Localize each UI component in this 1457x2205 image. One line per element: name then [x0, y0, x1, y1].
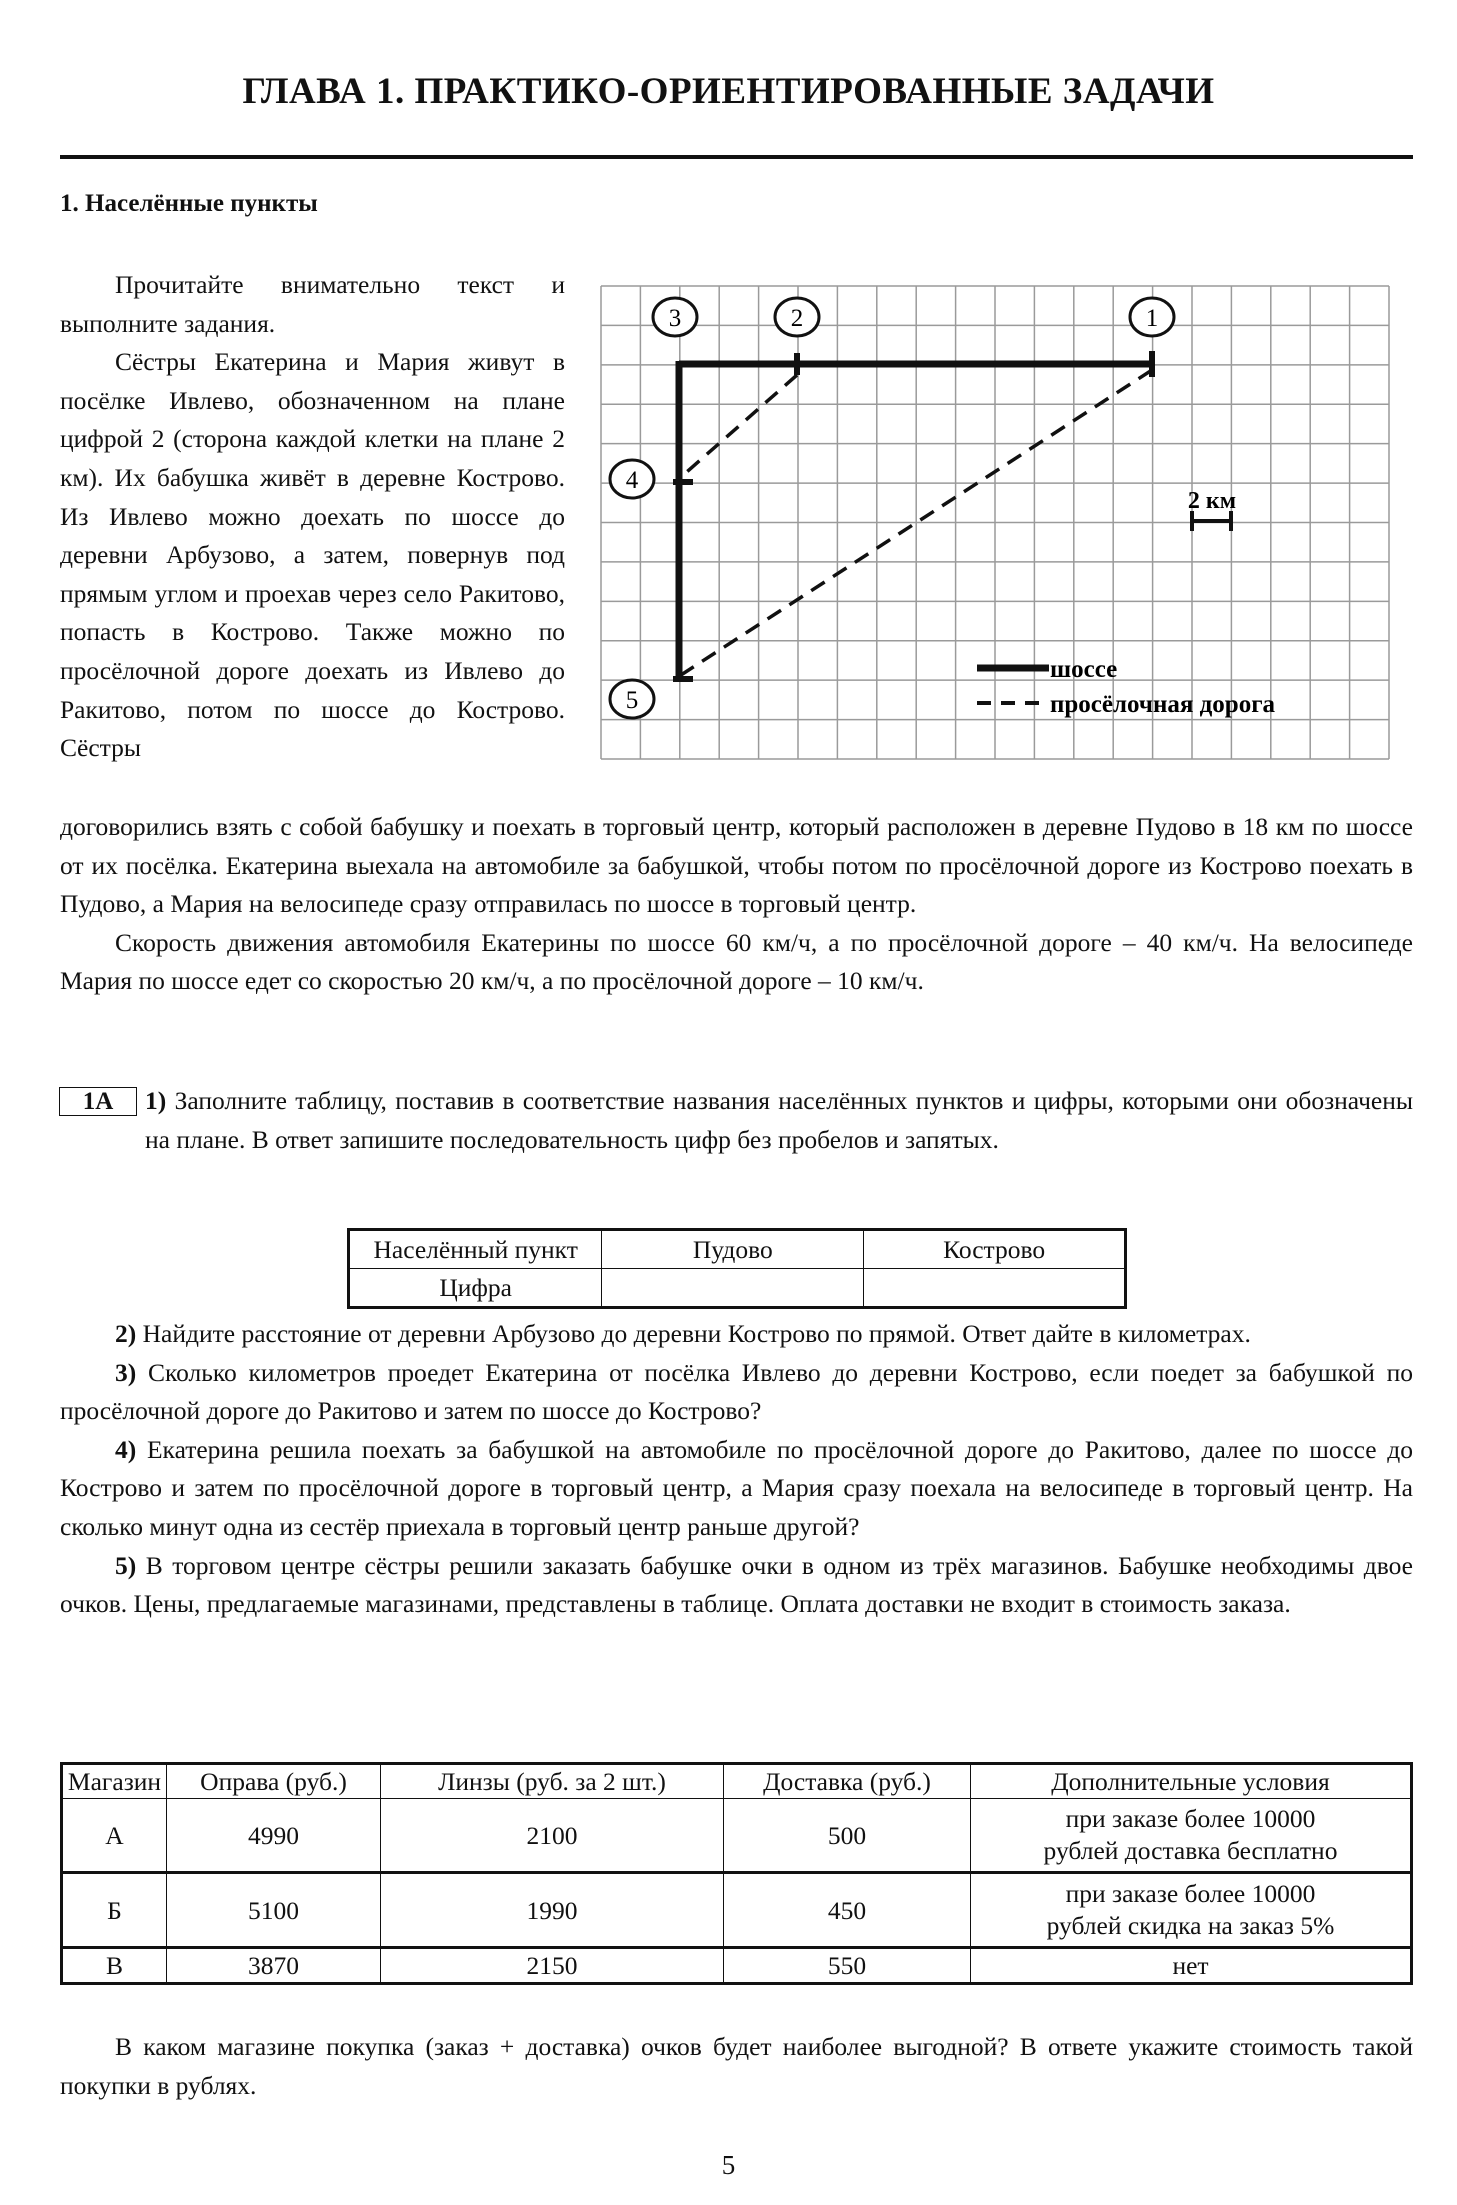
table-row-label: Цифра — [349, 1269, 602, 1308]
table-header-row — [62, 1764, 1412, 1799]
point-marker-3 — [653, 298, 697, 336]
task-badge: 1А — [59, 1087, 137, 1116]
frame-price-cell: 4990 — [167, 1799, 381, 1873]
table-row — [62, 1948, 1412, 1984]
table-header-cell: Населённый пункт — [349, 1230, 602, 1269]
question-1-text: Заполните таблицу, поставив в соответствие названия населённых пунктов и цифры, которыми они обозначены на плане. В ответ запишите последовательность цифр без пробелов и запятых. — [145, 1086, 1414, 1154]
intro-paragraph-1: Прочитайте внимательно текст и выполните задания. — [60, 270, 565, 338]
question-4: 4) Екатерина решила поехать за бабушкой на автомобиле по просёлочной дороге до Ракитово, далее по шоссе до Кострово и затем по просёлочной дороге в торговый центр, а Мария сразу поехала на велосипеде в торговый центр. На сколько минут одна из сестёр приехала в торговый центр раньше другой? — [60, 1434, 1413, 1541]
scale-bar — [1192, 511, 1231, 531]
table-header-cell: Линзы (руб. за 2 шт.) — [381, 1764, 724, 1799]
intro-text-wrapped — [60, 266, 565, 768]
table-header-cell: Дополнительные условия — [971, 1764, 1412, 1799]
question-1 — [145, 1082, 1413, 1159]
question-2: 2) Найдите расстояние от деревни Арбузово до деревни Кострово по прямой. Ответ дайте в километрах. — [115, 1319, 1251, 1348]
questions-2-to-5 — [60, 1315, 1413, 1624]
question-5-final: В каком магазине покупка (заказ + доставка) очков будет наиболее выгодной? В ответе укажите стоимость такой покупки в рублях. — [60, 2032, 1413, 2100]
lenses-price-cell: 2150 — [381, 1948, 724, 1984]
question-3: 3) Сколько километров проедет Екатерина от посёлка Ивлево до деревни Кострово, если поедет за бабушкой по просёлочной дороге до Ракитово и затем по шоссе до Кострово? — [60, 1357, 1414, 1426]
delivery-price-cell: 500 — [724, 1799, 971, 1873]
intro-text-continued — [60, 808, 1413, 1001]
section-title: 1. Населённые пункты — [60, 190, 318, 217]
svg-text:5: 5 — [625, 687, 639, 714]
legend-highway-label: шоссе — [1050, 656, 1118, 683]
svg-text:2: 2 — [790, 305, 804, 332]
chapter-title: ГЛАВА 1. ПРАКТИКО-ОРИЕНТИРОВАННЫЕ ЗАДАЧИ — [242, 71, 1215, 112]
conditions-cell: при заказе более 10000 рублей доставка бесплатно — [971, 1799, 1412, 1873]
answer-cell-pudovo[interactable] — [602, 1269, 864, 1308]
point-marker-5 — [610, 680, 654, 718]
answer-cell-kostrovo[interactable] — [864, 1269, 1126, 1308]
frame-price-cell: 3870 — [167, 1948, 381, 1984]
frame-price-cell: 5100 — [167, 1873, 381, 1948]
intro-paragraph-2: Сёстры Екатерина и Мария живут в посёлке Ивлево, обозначенном на плане цифрой 2 (сторона каждой клетки на плане 2 км). Их бабушка живёт в деревне Кострово. Из Ивлево можно доехать по шоссе до деревни Арбузово, а затем, повернув под прямым углом и проехав через село Ракитово, попасть в Кострово. Также можно по просёлочной дороге доехать из Ивлево до Ракитово, потом по шоссе до Кострово. Сёстры — [60, 347, 565, 763]
table-header-row — [349, 1230, 1126, 1269]
svg-text:4: 4 — [625, 467, 639, 494]
table-header-cell: Пудово — [602, 1230, 864, 1269]
intro-paragraph-3: Скорость движения автомобиля Екатерины по шоссе 60 км/ч, а по просёлочной дороге – 40 км/ч. На велосипеде Мария по шоссе едет со скоростью 20 км/ч, а по просёлочной дороге – 10 км/ч. — [60, 927, 1413, 996]
lenses-price-cell: 2100 — [381, 1799, 724, 1873]
settlement-answer-table — [347, 1228, 1127, 1309]
table-header-cell: Магазин — [62, 1764, 167, 1799]
point-marker-4 — [610, 460, 654, 498]
delivery-price-cell: 450 — [724, 1873, 971, 1948]
table-header-cell: Доставка (руб.) — [724, 1764, 971, 1799]
delivery-price-cell: 550 — [724, 1948, 971, 1984]
settlement-map — [600, 285, 1390, 761]
point-marker-1 — [1130, 298, 1174, 336]
shop-cell: Б — [62, 1873, 167, 1948]
title-divider — [60, 155, 1413, 159]
map-grid — [601, 286, 1389, 759]
table-row — [62, 1873, 1412, 1948]
table-row — [62, 1799, 1412, 1873]
glasses-price-table — [60, 1762, 1413, 1985]
legend-dirt-road-label: просёлочная дорога — [1050, 691, 1276, 718]
table-row — [349, 1269, 1126, 1308]
dirt-road-2-4 — [681, 375, 797, 477]
shop-cell: В — [62, 1948, 167, 1984]
intro-paragraph-2-continued: договорились взять с собой бабушку и поехать в торговый центр, который расположен в деревне Пудово в 18 км по шоссе от их посёлка. Екатерина выехала на автомобиле за бабушкой, чтобы потом по просёлочной дороге из Кострово поехать в Пудово, а Мария на велосипеде сразу отправилась по шоссе в торговый центр. — [60, 812, 1413, 919]
page-number: 5 — [721, 2150, 736, 2180]
lenses-price-cell: 1990 — [381, 1873, 724, 1948]
conditions-cell: нет — [971, 1948, 1412, 1984]
question-1-number: 1) — [145, 1086, 167, 1115]
table-header-cell: Кострово — [864, 1230, 1126, 1269]
shop-cell: А — [62, 1799, 167, 1873]
scale-label: 2 км — [1187, 488, 1237, 514]
table-header-cell: Оправа (руб.) — [167, 1764, 381, 1799]
conditions-cell: при заказе более 10000 рублей скидка на заказ 5% — [971, 1873, 1412, 1948]
svg-text:1: 1 — [1145, 305, 1159, 332]
question-5: 5) В торговом центре сёстры решили заказать бабушке очки в одном из трёх магазинов. Бабушке необходимы двое очков. Цены, предлагаемые магазинами, представлены в таблице. Оплата доставки не входит в стоимость заказа. — [60, 1550, 1414, 1619]
svg-text:3: 3 — [668, 305, 682, 332]
point-marker-2 — [775, 298, 819, 336]
